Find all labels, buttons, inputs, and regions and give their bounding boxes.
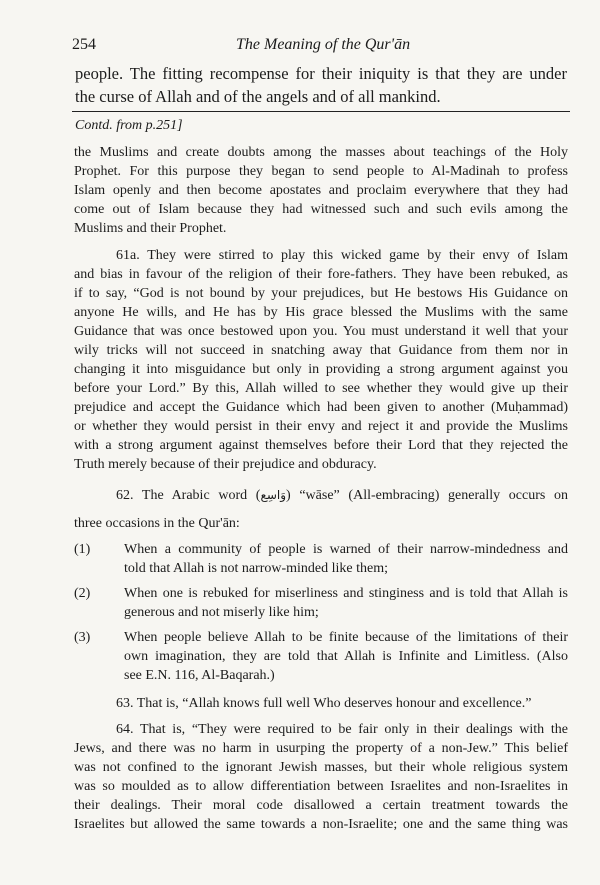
- verse-line: people. The fitting recompense for their iniquity is that they are under: [75, 64, 567, 83]
- verse-line: the curse of Allah and of the angels and of all mankind.: [75, 87, 441, 106]
- list-number: (1): [74, 542, 91, 557]
- text-line: Guidance that was once bestowed upon you. You must understand it well that your: [74, 324, 568, 339]
- text-line: told that Allah is not narrow-minded like them;: [124, 561, 389, 576]
- list-text: [124, 628, 568, 685]
- text-line: Israelites but allowed the same towards a non-Israelite; one and the same thing was: [74, 817, 568, 832]
- text-line: Truth merely because of their prejudice and obduracy.: [74, 457, 377, 472]
- text-line: come out of Islam because they had witnessed such and such evils among the: [74, 202, 568, 217]
- note-62: [74, 486, 568, 533]
- running-title: The Meaning of the Qur'ān: [236, 36, 411, 53]
- text-line: was not confined to the ignorant Jewish masses, but their whole religious system: [74, 760, 568, 775]
- page-number: 254: [72, 36, 96, 53]
- list-number: (2): [74, 586, 91, 601]
- text-line: When a community of people is warned of their narrow-mindedness and: [124, 542, 568, 557]
- text-line: or whether they would persist in their envy and reject it and provide the Muslims: [74, 419, 568, 434]
- text-line: own imagination, they are told that Allah is Infinite and Limitless. (Also: [124, 649, 568, 664]
- text-line: before your Lord.” By this, Allah willed to see whether they would give up their: [74, 381, 568, 396]
- list-text: [124, 540, 568, 578]
- text-line: was so moulded as to allow differentiation between Israelites and non-Israelites in: [74, 779, 568, 794]
- text-line: When people believe Allah to be finite because of the limitations of their: [124, 630, 568, 645]
- section-divider: [72, 111, 570, 112]
- text-line: 64. That is, “They were required to be fair only in their dealings with the: [116, 722, 568, 737]
- commentary-paragraph: [74, 143, 568, 238]
- verse-translation: [75, 62, 567, 108]
- text-line: the Muslims and create doubts among the masses about teachings of the Holy: [74, 145, 568, 160]
- text-line: Islam openly and then become apostates and proclaim everywhere that they had: [74, 183, 568, 198]
- text-line: if to say, “God is not bound by your prejudices, but He bestows His Guidance on: [74, 286, 568, 301]
- text-line: prejudice and accept the Guidance which had been given to another (Muḥammad): [74, 400, 568, 415]
- text-line: Jews, and there was no harm in usurping the property of a non-Jew.” This belief: [74, 741, 568, 756]
- text-line: changing it into misguidance but only in providing a strong argument against you: [74, 362, 568, 377]
- list-text: [124, 584, 568, 622]
- text-line: Muslims and their Prophet.: [74, 221, 227, 236]
- text-line: wily tricks will not succeed in snatching away that Guidance from them nor in: [74, 343, 568, 358]
- note-62-text: 62. The Arabic word (: [116, 488, 261, 503]
- arabic-word: وَاسِع: [260, 488, 287, 502]
- text-line: generous and not miserly like him;: [124, 605, 319, 620]
- note-61a: [74, 246, 568, 474]
- list-number: (3): [74, 630, 91, 645]
- continuation-note: Contd. from p.251]: [75, 118, 183, 133]
- text-line: and bias in favour of the religion of their fore-fathers. They have been rebuked, as: [74, 267, 568, 282]
- text-line: 61a. They were stirred to play this wicked game by their envy of Islam: [116, 248, 568, 263]
- note-64: [74, 720, 568, 834]
- text-line: with a strong argument against themselves before their Lord that they rejected the: [74, 438, 568, 453]
- note-63: [74, 694, 568, 713]
- text-line: 63. That is, “Allah knows full well Who deserves honour and excellence.”: [116, 696, 532, 711]
- text-line: three occasions in the Qur'ān:: [74, 516, 240, 531]
- text-line: anyone He wills, and He has by His grace blessed the Muslims with the same: [74, 305, 568, 320]
- page-header: [72, 36, 568, 56]
- text-line: Prophet. For this purpose they began to send people to Al-Madinah to profess: [74, 164, 568, 179]
- text-line: When one is rebuked for miserliness and stinginess and is told that Allah is: [124, 586, 568, 601]
- text-line: their dealings. Their moral code disallowed a certain treatment towards the: [74, 798, 568, 813]
- text-line: [74, 486, 568, 505]
- text-line: see E.N. 116, Al-Baqarah.): [124, 668, 275, 683]
- note-62-text: ) “wāse” (All-embracing) generally occurs on: [286, 488, 569, 503]
